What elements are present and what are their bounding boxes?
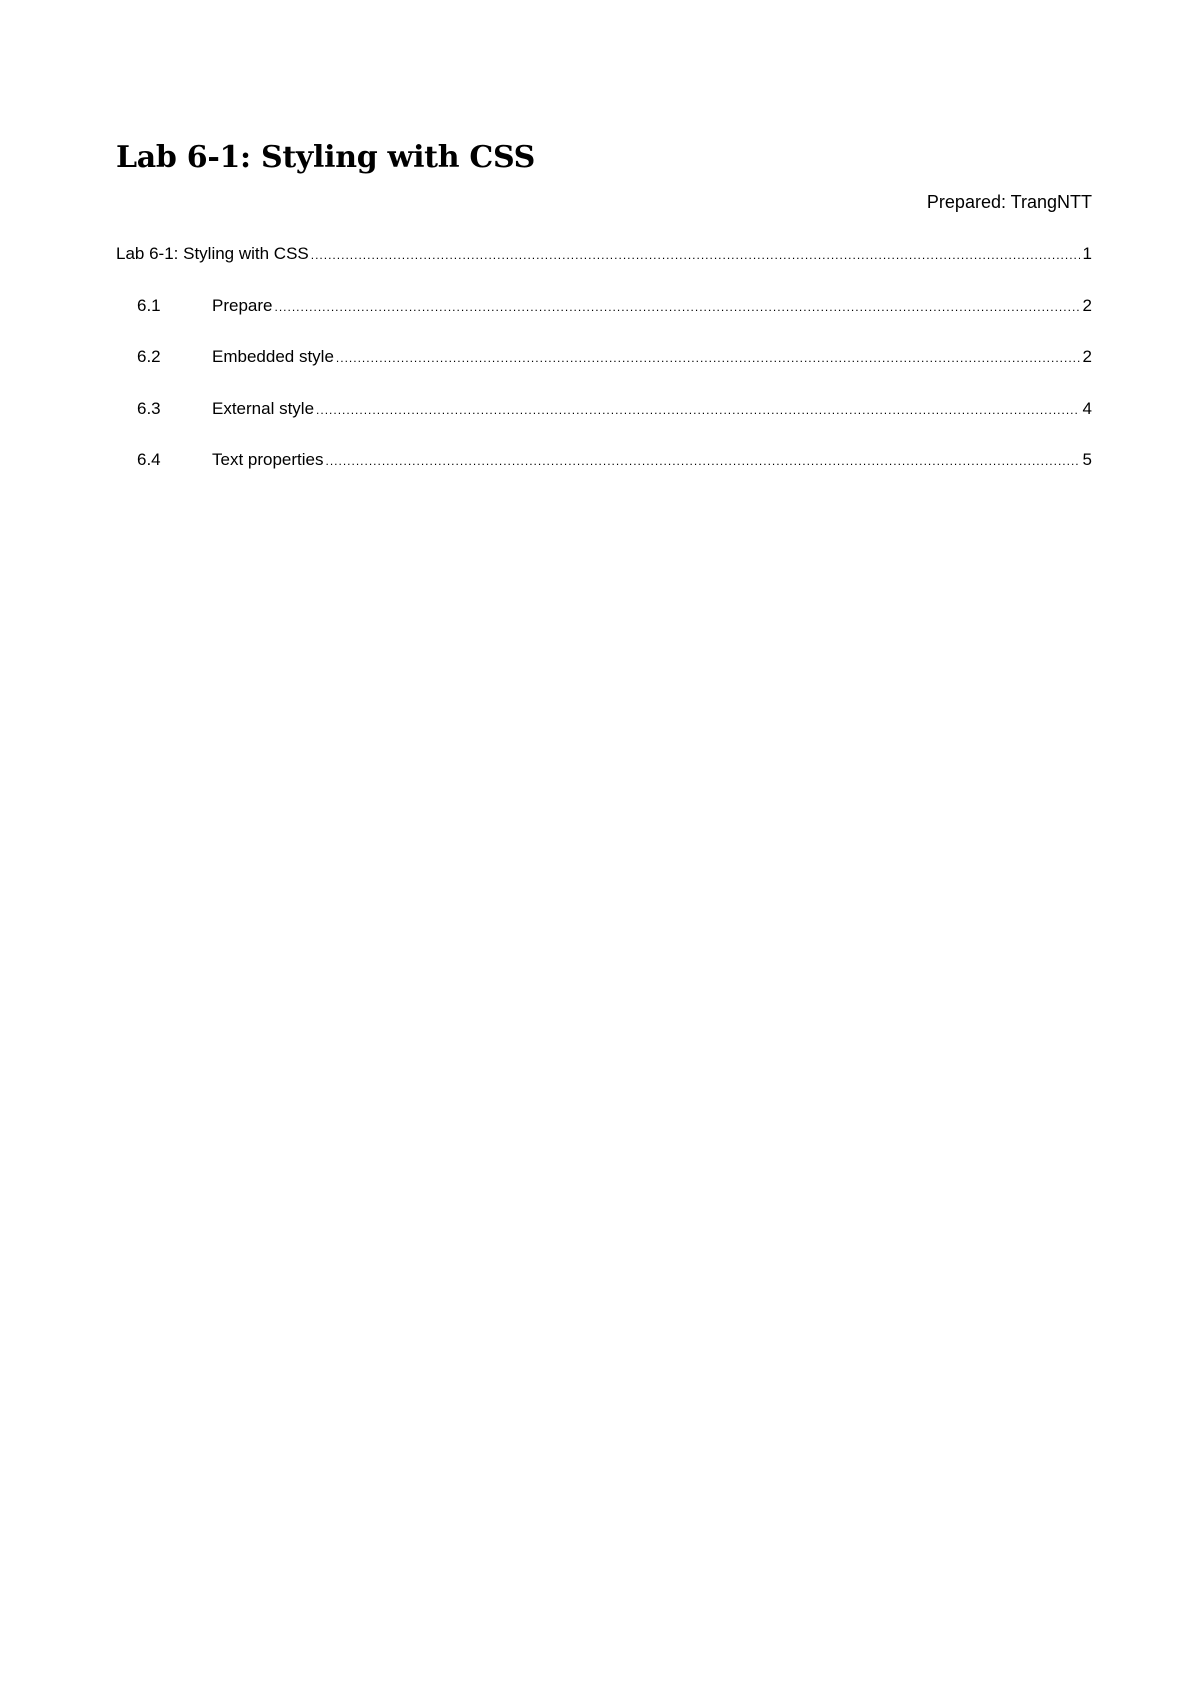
toc-entry-page: 1 [1082, 244, 1092, 263]
toc-entry-page: 2 [1082, 347, 1092, 366]
toc-entry-text: Text properties [212, 450, 324, 469]
toc-entry-page: 2 [1082, 295, 1092, 315]
toc-entry-number: 6.1 [137, 295, 161, 315]
toc-entry-page: 4 [1082, 398, 1092, 418]
toc-entry-text: Prepare [212, 295, 273, 315]
toc-entry-main[interactable] [116, 242, 1092, 294]
toc-leader [274, 295, 1080, 319]
toc-entry-text: Embedded style [212, 347, 334, 366]
toc-entry-text: Lab 6-1: Styling with CSS [116, 244, 309, 263]
toc-entry-6-4[interactable] [116, 448, 1092, 500]
table-of-contents [116, 242, 1092, 500]
prepared-by: Prepared: TrangNTT [926, 192, 1092, 212]
toc-entry-6-1[interactable] [116, 294, 1092, 346]
toc-entry-page: 5 [1082, 450, 1092, 469]
page-title: Lab 6-1: Styling with CSS [116, 140, 536, 175]
toc-entry-text: External style [212, 398, 315, 418]
toc-entry-6-3[interactable] [116, 397, 1092, 449]
toc-leader [326, 449, 1081, 473]
toc-entry-6-2[interactable] [116, 345, 1092, 397]
toc-entry-number: 6.3 [137, 398, 161, 418]
toc-entry-number: 6.4 [137, 450, 161, 469]
toc-leader [316, 398, 1080, 422]
toc-entry-number: 6.2 [137, 347, 161, 366]
toc-leader [311, 243, 1080, 267]
toc-leader [336, 346, 1080, 370]
